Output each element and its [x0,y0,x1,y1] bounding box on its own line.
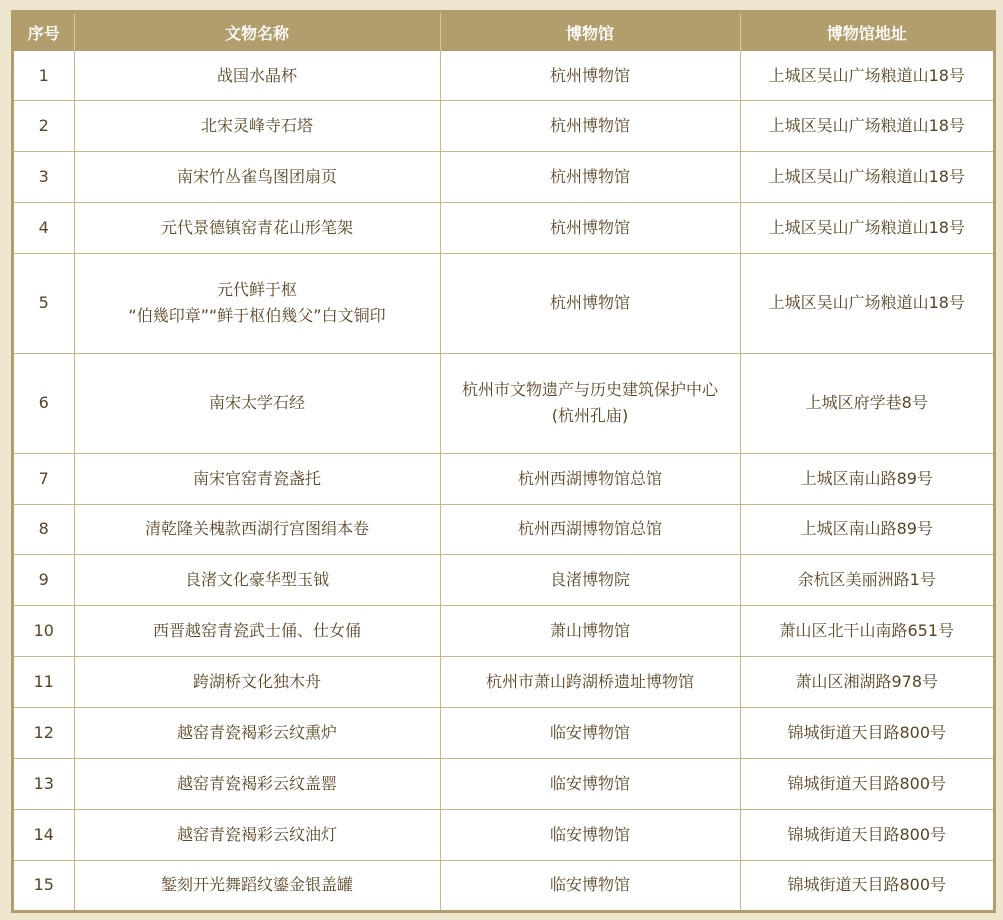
relic-name-line: 南宋竹丛雀鸟图团扇页 [176,167,337,187]
cell-index: 3 [14,152,74,203]
relic-name-line: 越窑青瓷褐彩云纹熏炉 [176,722,337,742]
relics-table [14,13,993,910]
cell-museum-address: 上城区南山路89号 [740,504,993,555]
cell-museum [440,707,740,758]
table-row [14,203,993,254]
cell-index: 9 [14,555,74,606]
museum-line: 临安博物馆 [549,824,630,844]
table-row [14,860,993,910]
cell-index: 13 [14,758,74,809]
relics-table-frame [11,10,996,913]
cell-index: 7 [14,453,74,504]
header-museum: 博物馆 [440,13,740,51]
relic-name-line: 元代景德镇窑青花山形笔架 [160,218,353,238]
cell-relic-name [74,707,440,758]
cell-museum [440,253,740,353]
cell-index: 5 [14,253,74,353]
cell-museum-address: 萧山区北干山南路651号 [740,606,993,657]
cell-museum-address: 锦城街道天目路800号 [740,809,993,860]
cell-museum-address: 上城区吴山广场粮道山18号 [740,152,993,203]
cell-museum-address: 上城区吴山广场粮道山18号 [740,51,993,101]
museum-line: 杭州博物馆 [549,116,630,136]
museum-line: 杭州市萧山跨湖桥遗址博物馆 [485,672,694,691]
relic-name-line: 战国水晶杯 [216,65,297,85]
table-row [14,101,993,152]
cell-museum-address: 萧山区湘湖路978号 [740,657,993,708]
cell-museum-address: 上城区南山路89号 [740,453,993,504]
cell-museum [440,555,740,606]
cell-museum-address: 上城区府学巷8号 [740,353,993,453]
museum-line: 杭州博物馆 [549,167,630,187]
cell-museum [440,860,740,910]
cell-relic-name [74,453,440,504]
cell-museum-address: 余杭区美丽洲路1号 [740,555,993,606]
cell-relic-name [74,253,440,353]
cell-index: 14 [14,809,74,860]
cell-museum [440,809,740,860]
museum-line: 良渚博物院 [549,570,630,590]
relic-name-line: 錾刻开光舞蹈纹鎏金银盖罐 [160,875,353,895]
museum-line: 杭州博物馆 [549,218,630,238]
cell-museum [440,504,740,555]
cell-museum [440,353,740,453]
relic-name-line: 元代鲜于枢 [216,280,297,300]
table-row [14,606,993,657]
cell-index: 1 [14,51,74,101]
relic-name-line: 南宋官窑青瓷盏托 [192,468,321,488]
cell-museum [440,758,740,809]
cell-index: 11 [14,657,74,708]
museum-line: 杭州博物馆 [549,65,630,85]
table-row [14,707,993,758]
museum-line: 杭州西湖博物馆总馆 [517,468,662,488]
cell-index: 6 [14,353,74,453]
header-relic-name: 文物名称 [74,13,440,51]
relic-name-line: 良渚文化豪华型玉钺 [184,570,329,590]
cell-relic-name [74,203,440,254]
museum-line: 杭州博物馆 [549,293,630,313]
cell-relic-name [74,657,440,708]
header-museum-address: 博物馆地址 [740,13,993,51]
cell-relic-name [74,152,440,203]
museum-line: 临安博物馆 [549,773,630,793]
relic-name-line: 跨湖桥文化独木舟 [192,672,321,691]
museum-line: 杭州西湖博物馆总馆 [517,519,662,539]
relic-name-line: 清乾隆关槐款西湖行宫图绢本卷 [144,519,369,539]
cell-relic-name [74,555,440,606]
table-row [14,809,993,860]
cell-relic-name [74,606,440,657]
cell-relic-name [74,809,440,860]
table-header-row [14,13,993,51]
relic-name-line: 越窑青瓷褐彩云纹油灯 [176,824,337,844]
cell-museum-address: 上城区吴山广场粮道山18号 [740,203,993,254]
cell-index: 2 [14,101,74,152]
table-row [14,152,993,203]
cell-index: 12 [14,707,74,758]
cell-museum [440,203,740,254]
table-row [14,253,993,353]
header-index: 序号 [14,13,74,51]
cell-index: 8 [14,504,74,555]
museum-line: 临安博物馆 [549,722,630,742]
museum-line: 临安博物馆 [549,875,630,895]
cell-museum [440,51,740,101]
cell-index: 15 [14,860,74,910]
table-row [14,353,993,453]
museum-line: 萧山博物馆 [549,621,630,641]
table-row [14,51,993,101]
relic-name-line: 南宋太学石经 [208,393,305,413]
cell-museum-address: 锦城街道天目路800号 [740,758,993,809]
cell-index: 4 [14,203,74,254]
relic-name-line: 西晋越窑青瓷武士俑、仕女俑 [152,621,361,641]
cell-museum [440,101,740,152]
cell-relic-name [74,51,440,101]
cell-relic-name [74,101,440,152]
cell-museum-address: 锦城街道天目路800号 [787,875,947,895]
relic-name-line: “伯幾印章”“鲜于枢伯幾父”白文铜印 [128,306,386,326]
cell-museum [440,453,740,504]
cell-museum-address: 上城区吴山广场粮道山18号 [740,253,993,353]
table-row [14,555,993,606]
table-row [14,504,993,555]
cell-relic-name [74,860,440,910]
cell-museum-address: 上城区吴山广场粮道山18号 [740,101,993,152]
cell-museum [440,657,740,708]
cell-relic-name [74,504,440,555]
cell-index: 10 [14,606,74,657]
cell-museum [440,606,740,657]
museum-line: (杭州孔庙) [551,406,629,426]
cell-relic-name [74,353,440,453]
cell-museum-address: 锦城街道天目路800号 [740,707,993,758]
table-row [14,657,993,708]
relic-name-line: 北宋灵峰寺石塔 [200,116,313,136]
cell-museum [440,152,740,203]
cell-relic-name [74,758,440,809]
museum-line: 杭州市文物遗产与历史建筑保护中心 [461,380,718,400]
table-row [14,758,993,809]
table-row [14,453,993,504]
relic-name-line: 越窑青瓷褐彩云纹盖罂 [176,773,337,793]
